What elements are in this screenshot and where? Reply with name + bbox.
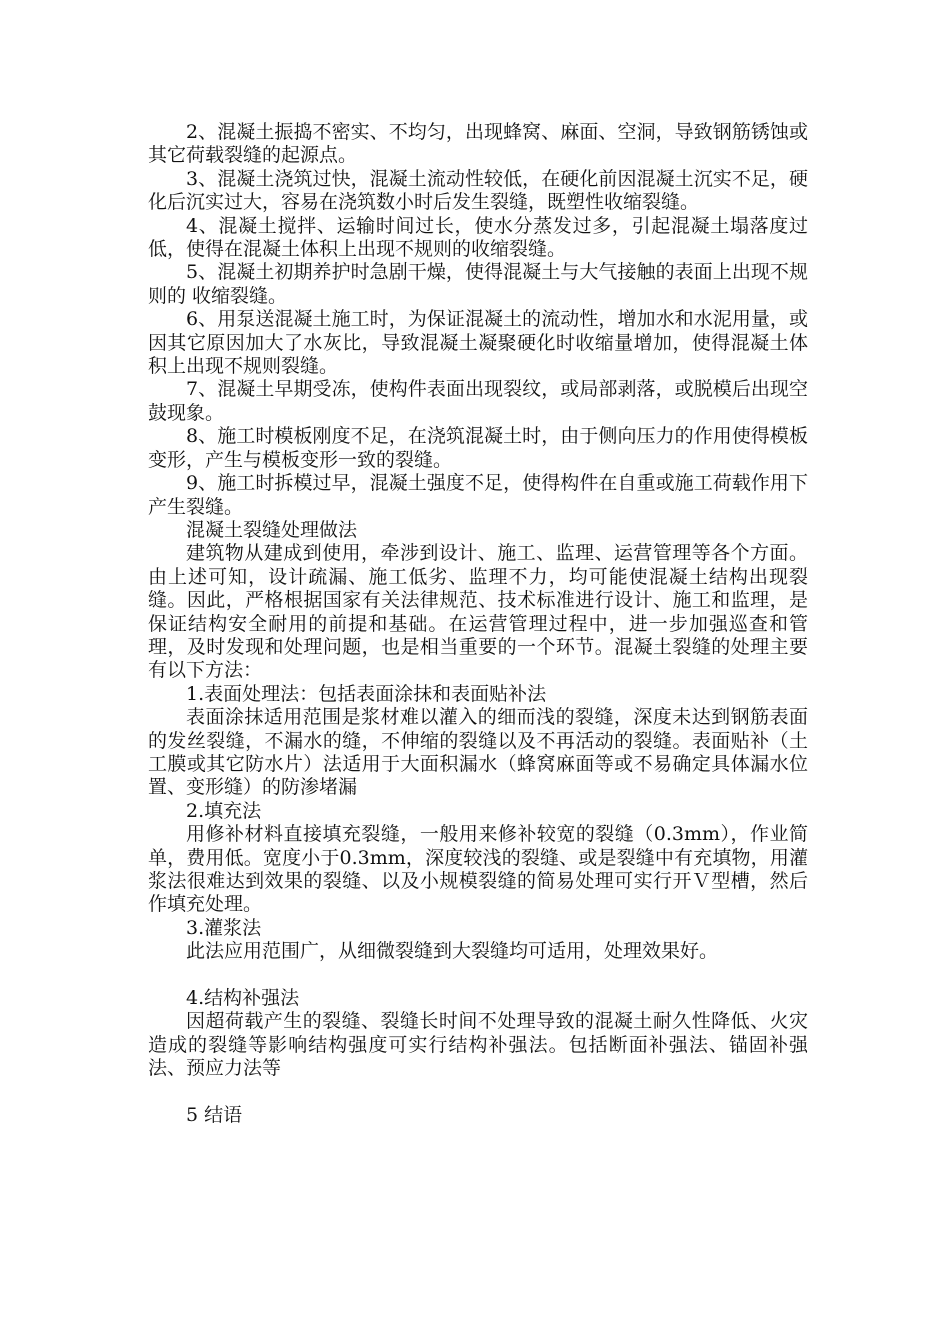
paragraph-reinforcement-method: 因超荷载产生的裂缝、裂缝长时间不处理导致的混凝土耐久性降低、火灾造成的裂缝等影响结构强度可实行结构补强法。包括断面补强法、锚固补强法、预应力法等 [148, 1010, 808, 1080]
method-heading-surface: 1.表面处理法：包括表面涂抹和表面贴补法 [186, 682, 547, 705]
paragraph-cause-4: 4、混凝土搅拌、运输时间过长，使水分蒸发过多，引起混凝土塌落度过低，使得在混凝土体积上出现不规则的收缩裂缝。 [148, 214, 808, 261]
paragraph-cause-2: 2、混凝土振捣不密实、不均匀，出现蜂窝、麻面、空洞，导致钢筋锈蚀或其它荷载裂缝的起源点。 [148, 121, 808, 167]
section-heading-conclusion: 5 结语 [186, 1104, 243, 1127]
section-heading-treatment: 混凝土裂缝处理做法 [186, 518, 358, 541]
paragraph-filling-method: 用修补材料直接填充裂缝，一般用来修补较宽的裂缝（0.3mm），作业简单，费用低。宽度小于0.3mm，深度较浅的裂缝、或是裂缝中有充填物，用灌浆法很难达到效果的裂缝、以及小规模裂缝的简易处理可实行开Ｖ型槽，然后作填充处理。 [148, 823, 808, 916]
method-heading-reinforcement: 4.结构补强法 [186, 987, 300, 1010]
method-heading-grouting: 3.灌浆法 [186, 916, 262, 939]
blank-line [148, 964, 808, 987]
paragraph-surface-method: 表面涂抹适用范围是浆材难以灌入的细而浅的裂缝，深度未达到钢筋表面的发丝裂缝，不漏水的缝，不伸缩的裂缝以及不再活动的裂缝。表面贴补（土工膜或其它防水片）法适用于大面积漏水（蜂窝麻面等或不易确定具体漏水位置、变形缝）的防渗堵漏 [148, 706, 808, 799]
method-heading-filling: 2.填充法 [186, 799, 262, 822]
document-body [148, 121, 808, 1127]
paragraph-grouting-method: 此法应用范围广，从细微裂缝到大裂缝均可适用，处理效果好。 [186, 940, 719, 963]
paragraph-cause-8: 8、施工时模板刚度不足，在浇筑混凝土时，由于侧向压力的作用使得模板变形，产生与模板变形一致的裂缝。 [148, 425, 808, 471]
paragraph-cause-3: 3、混凝土浇筑过快，混凝土流动性较低，在硬化前因混凝土沉实不足，硬化后沉实过大，容易在浇筑数小时后发生裂缝，既塑性收缩裂缝。 [148, 167, 808, 214]
paragraph-cause-9: 9、施工时拆模过早，混凝土强度不足，使得构件在自重或施工荷载作用下产生裂缝。 [148, 472, 808, 518]
paragraph-cause-7: 7、混凝土早期受冻，使构件表面出现裂纹，或局部剥落，或脱模后出现空鼓现象。 [148, 378, 808, 424]
paragraph-cause-5: 5、混凝土初期养护时急剧干燥，使得混凝土与大气接触的表面上出现不规则的 收缩裂缝。 [148, 261, 808, 307]
paragraph-cause-6: 6、用泵送混凝土施工时，为保证混凝土的流动性，增加水和水泥用量，或因其它原因加大了水灰比，导致混凝土凝聚硬化时收缩量增加，使得混凝土体积上出现不规则裂缝。 [148, 308, 808, 378]
blank-line [148, 1081, 808, 1104]
paragraph-treatment-intro: 建筑物从建成到使用，牵涉到设计、施工、监理、运营管理等各个方面。由上述可知，设计疏漏、施工低劣、监理不力，均可能使混凝土结构出现裂缝。因此，严格根据国家有关法律规范、技术标准进行设计、施工和监理，是保证结构安全耐用的前提和基础。在运营管理过程中，进一步加强巡查和管理，及时发现和处理问题，也是相当重要的一个环节。混凝土裂缝的处理主要有以下方法： [148, 542, 808, 682]
